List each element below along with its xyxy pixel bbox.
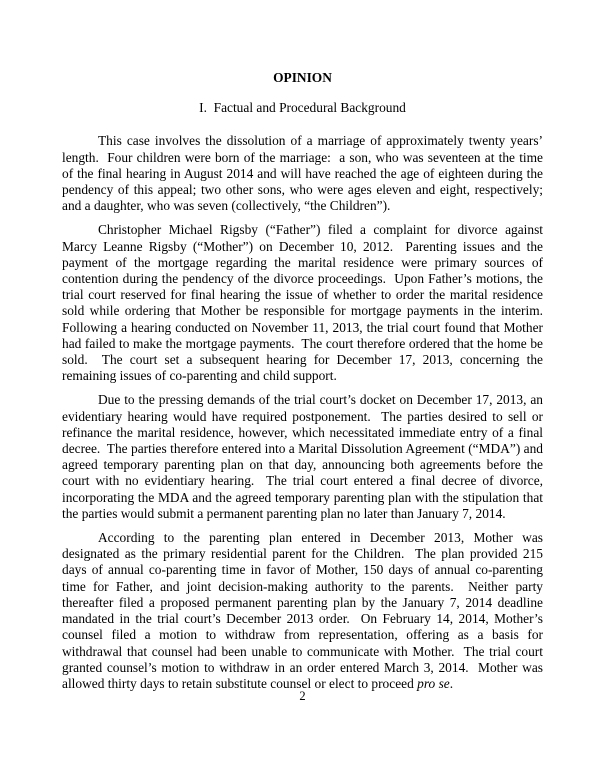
page-content bbox=[62, 70, 550, 692]
paragraph-3: Due to the pressing demands of the trial court’s docket on December 17, 2013, an evidentiary hearing would have required postponement. The parties desired to sell or refinance the marital residence, however, which necessitated immediate entry of a final decree. The parties therefore entered into a Marital Dissolution Agreement (“MDA”) and agreed temporary parenting plan on that day, announcing both agreements before the court with no evidentiary hearing. The trial court entered a final decree of divorce, incorporating the MDA and the agreed temporary parenting plan with the stipulation that the parties would submit a permanent parenting plan no later than January 7, 2014. bbox=[62, 392, 547, 521]
paragraph-4-period: . bbox=[449, 675, 454, 691]
section-title: I. Factual and Procedural Background bbox=[199, 100, 406, 116]
paragraph-4-text: According to the parenting plan entered in December 2013, Mother was designated as the primary residential parent for the Children. The plan provided 215 days of annual co-parenting time in favor of Mother, 150 days of annual co-parenting time for Father, and joint decision-making authority to the parents. Neither party thereafter filed a proposed permanent parenting plan by the January 7, 2014 deadline mandated in the trial court’s December 2013 order. On February 14, 2014, Mother’s counsel filed a motion to withdraw from representation, offering as a basis for withdrawal that counsel had been unable to communicate with Mother. The trial court granted counsel’s motion to withdraw in an order entered March 3, 2014. Mother was allowed thirty days to retain substitute counsel or elect to proceed bbox=[62, 530, 547, 691]
latin-term-pro-se: pro se bbox=[417, 675, 450, 691]
opinion-heading: OPINION bbox=[273, 70, 332, 85]
paragraph-2: Christopher Michael Rigsby (“Father”) filed a complaint for divorce against Marcy Leanne Rigsby (“Mother”) on December 10, 2012. Parenting issues and the payment of the mortgage regarding the marital residence were primary sources of contention during the pendency of the divorce proceedings. Upon Father’s motions, the trial court reserved for final hearing the issue of whether to order the marital residence sold while ordering that Mother be responsible for mortgage payments in the interim. Following a hearing conducted on November 11, 2013, the trial court found that Mother had failed to make the mortgage payments. The court therefore ordered that the home be sold. The court set a subsequent hearing for December 17, 2013, concerning the remaining issues of co-parenting and child support. bbox=[62, 222, 550, 384]
paragraph-4 bbox=[62, 530, 547, 692]
page-number: 2 bbox=[299, 689, 306, 703]
paragraph-1: This case involves the dissolution of a marriage of approximately twenty years’ length. Four children were born of the marriage: a son, who was seventeen at the time of the final hearing in August 2014 and will have reached the age of eighteen during the pendency of this appeal; two other sons, who were ages eleven and eight, respectively; and a daughter, who was seven (collectively, “the Children”). bbox=[62, 133, 547, 214]
